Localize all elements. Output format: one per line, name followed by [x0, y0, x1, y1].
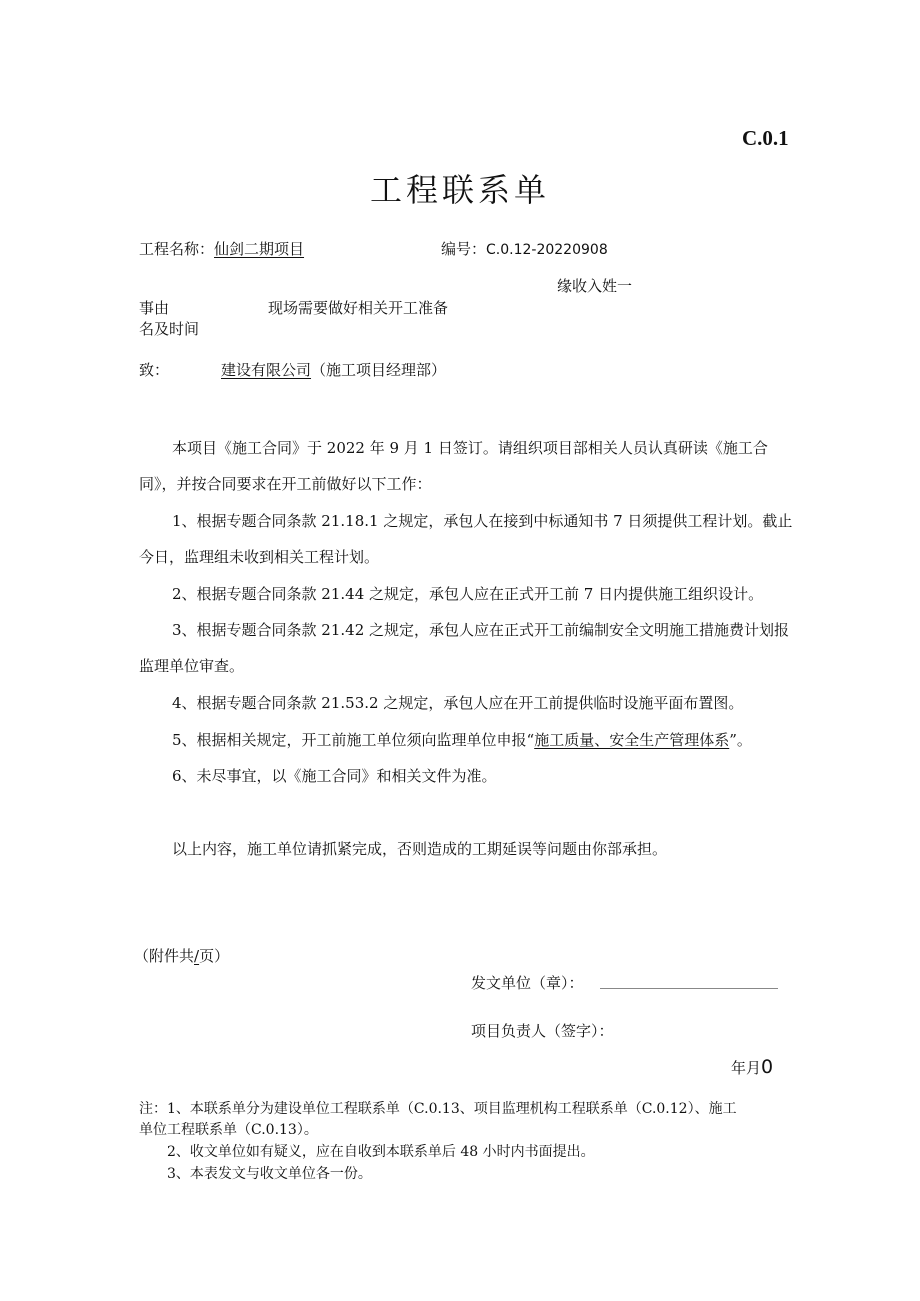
number-label: 编号：: [441, 240, 487, 258]
issuer-signature-line: [600, 988, 778, 989]
subject-text: 现场需要做好相关开工准备: [268, 299, 449, 317]
date-text: 年月: [731, 1059, 762, 1077]
number-field: [441, 238, 608, 259]
attachment-mark: /: [194, 947, 200, 965]
closing-text: 以上内容，施工单位请抓紧完成，否则造成的工期延误等问题由你部承担。: [172, 840, 668, 858]
intro-line-1: 本项目《施工合同》于 2022 年 9 月 1 日签订。请组织项目部相关人员认真研读《施工合: [172, 439, 768, 457]
date-field: [731, 1056, 773, 1078]
to-label: 致：: [139, 361, 170, 379]
project-name-field: [139, 238, 304, 259]
project-name: 仙剑二期项目: [214, 240, 305, 258]
attachment-pre: （附件共: [134, 947, 195, 965]
to-dept: （施工项目经理部）: [311, 361, 447, 379]
item-3-line-1: 3、根据专题合同条款 21.42 之规定，承包人应在正式开工前编制安全文明施工措施费计划报: [172, 621, 790, 639]
manager-label: 项目负责人（签字）：: [471, 1022, 614, 1040]
item-2: 2、根据专题合同条款 21.44 之规定，承包人应在正式开工前 7 日内提供施工组织设计。: [172, 585, 764, 603]
item-5-post: ”。: [729, 731, 752, 749]
item-1-line-1: 1、根据专题合同条款 21.18.1 之规定，承包人在接到中标通知书 7 日须提供工程计划。截止: [172, 512, 793, 530]
subject-label-line2: 名及时间: [139, 320, 200, 338]
item-4: 4、根据专题合同条款 21.53.2 之规定，承包人应在开工前提供临时设施平面布置图。: [172, 694, 744, 712]
attachment-count: [134, 945, 229, 966]
item-6: 6、未尽事宜，以《施工合同》和相关文件为准。: [172, 767, 497, 785]
attachment-post: 页）: [199, 947, 230, 965]
form-code: C.0.1: [742, 126, 789, 150]
intro-line-2: 同》，并按合同要求在开工前做好以下工作：: [139, 475, 432, 493]
number-value: C.0.12-20220908: [486, 242, 608, 258]
item-5-pre: 5、根据相关规定，开工前施工单位须向监理单位申报“: [172, 731, 535, 749]
subject-label-line1: 事由: [139, 299, 170, 317]
item-3-line-2: 监理单位审查。: [139, 657, 245, 675]
item-1-line-2: 今日，监理组未收到相关工程计划。: [139, 548, 380, 566]
receiver-note: 缘收入姓一: [557, 277, 633, 295]
issuer-label: 发文单位（章）：: [471, 974, 584, 992]
date-mark: 0: [761, 1056, 774, 1078]
to-recipient: [221, 359, 446, 380]
note-2: 2、收文单位如有疑义，应在自收到本联系单后 48 小时内书面提出。: [167, 1144, 595, 1160]
project-label: 工程名称：: [139, 240, 215, 258]
page-title: 工程联系单: [369, 171, 550, 209]
item-5-link: 施工质量、安全生产管理体系: [534, 731, 730, 749]
note-1-line-1: 注：1、本联系单分为建设单位工程联系单（C.0.13、项目监理机构工程联系单（C.0.12）、施工: [139, 1101, 737, 1117]
note-1-line-2: 单位工程联系单（C.0.13）。: [139, 1122, 318, 1138]
to-company: 建设有限公司: [221, 361, 312, 379]
item-5: [172, 730, 752, 750]
note-3: 3、本表发文与收文单位各一份。: [167, 1166, 372, 1182]
